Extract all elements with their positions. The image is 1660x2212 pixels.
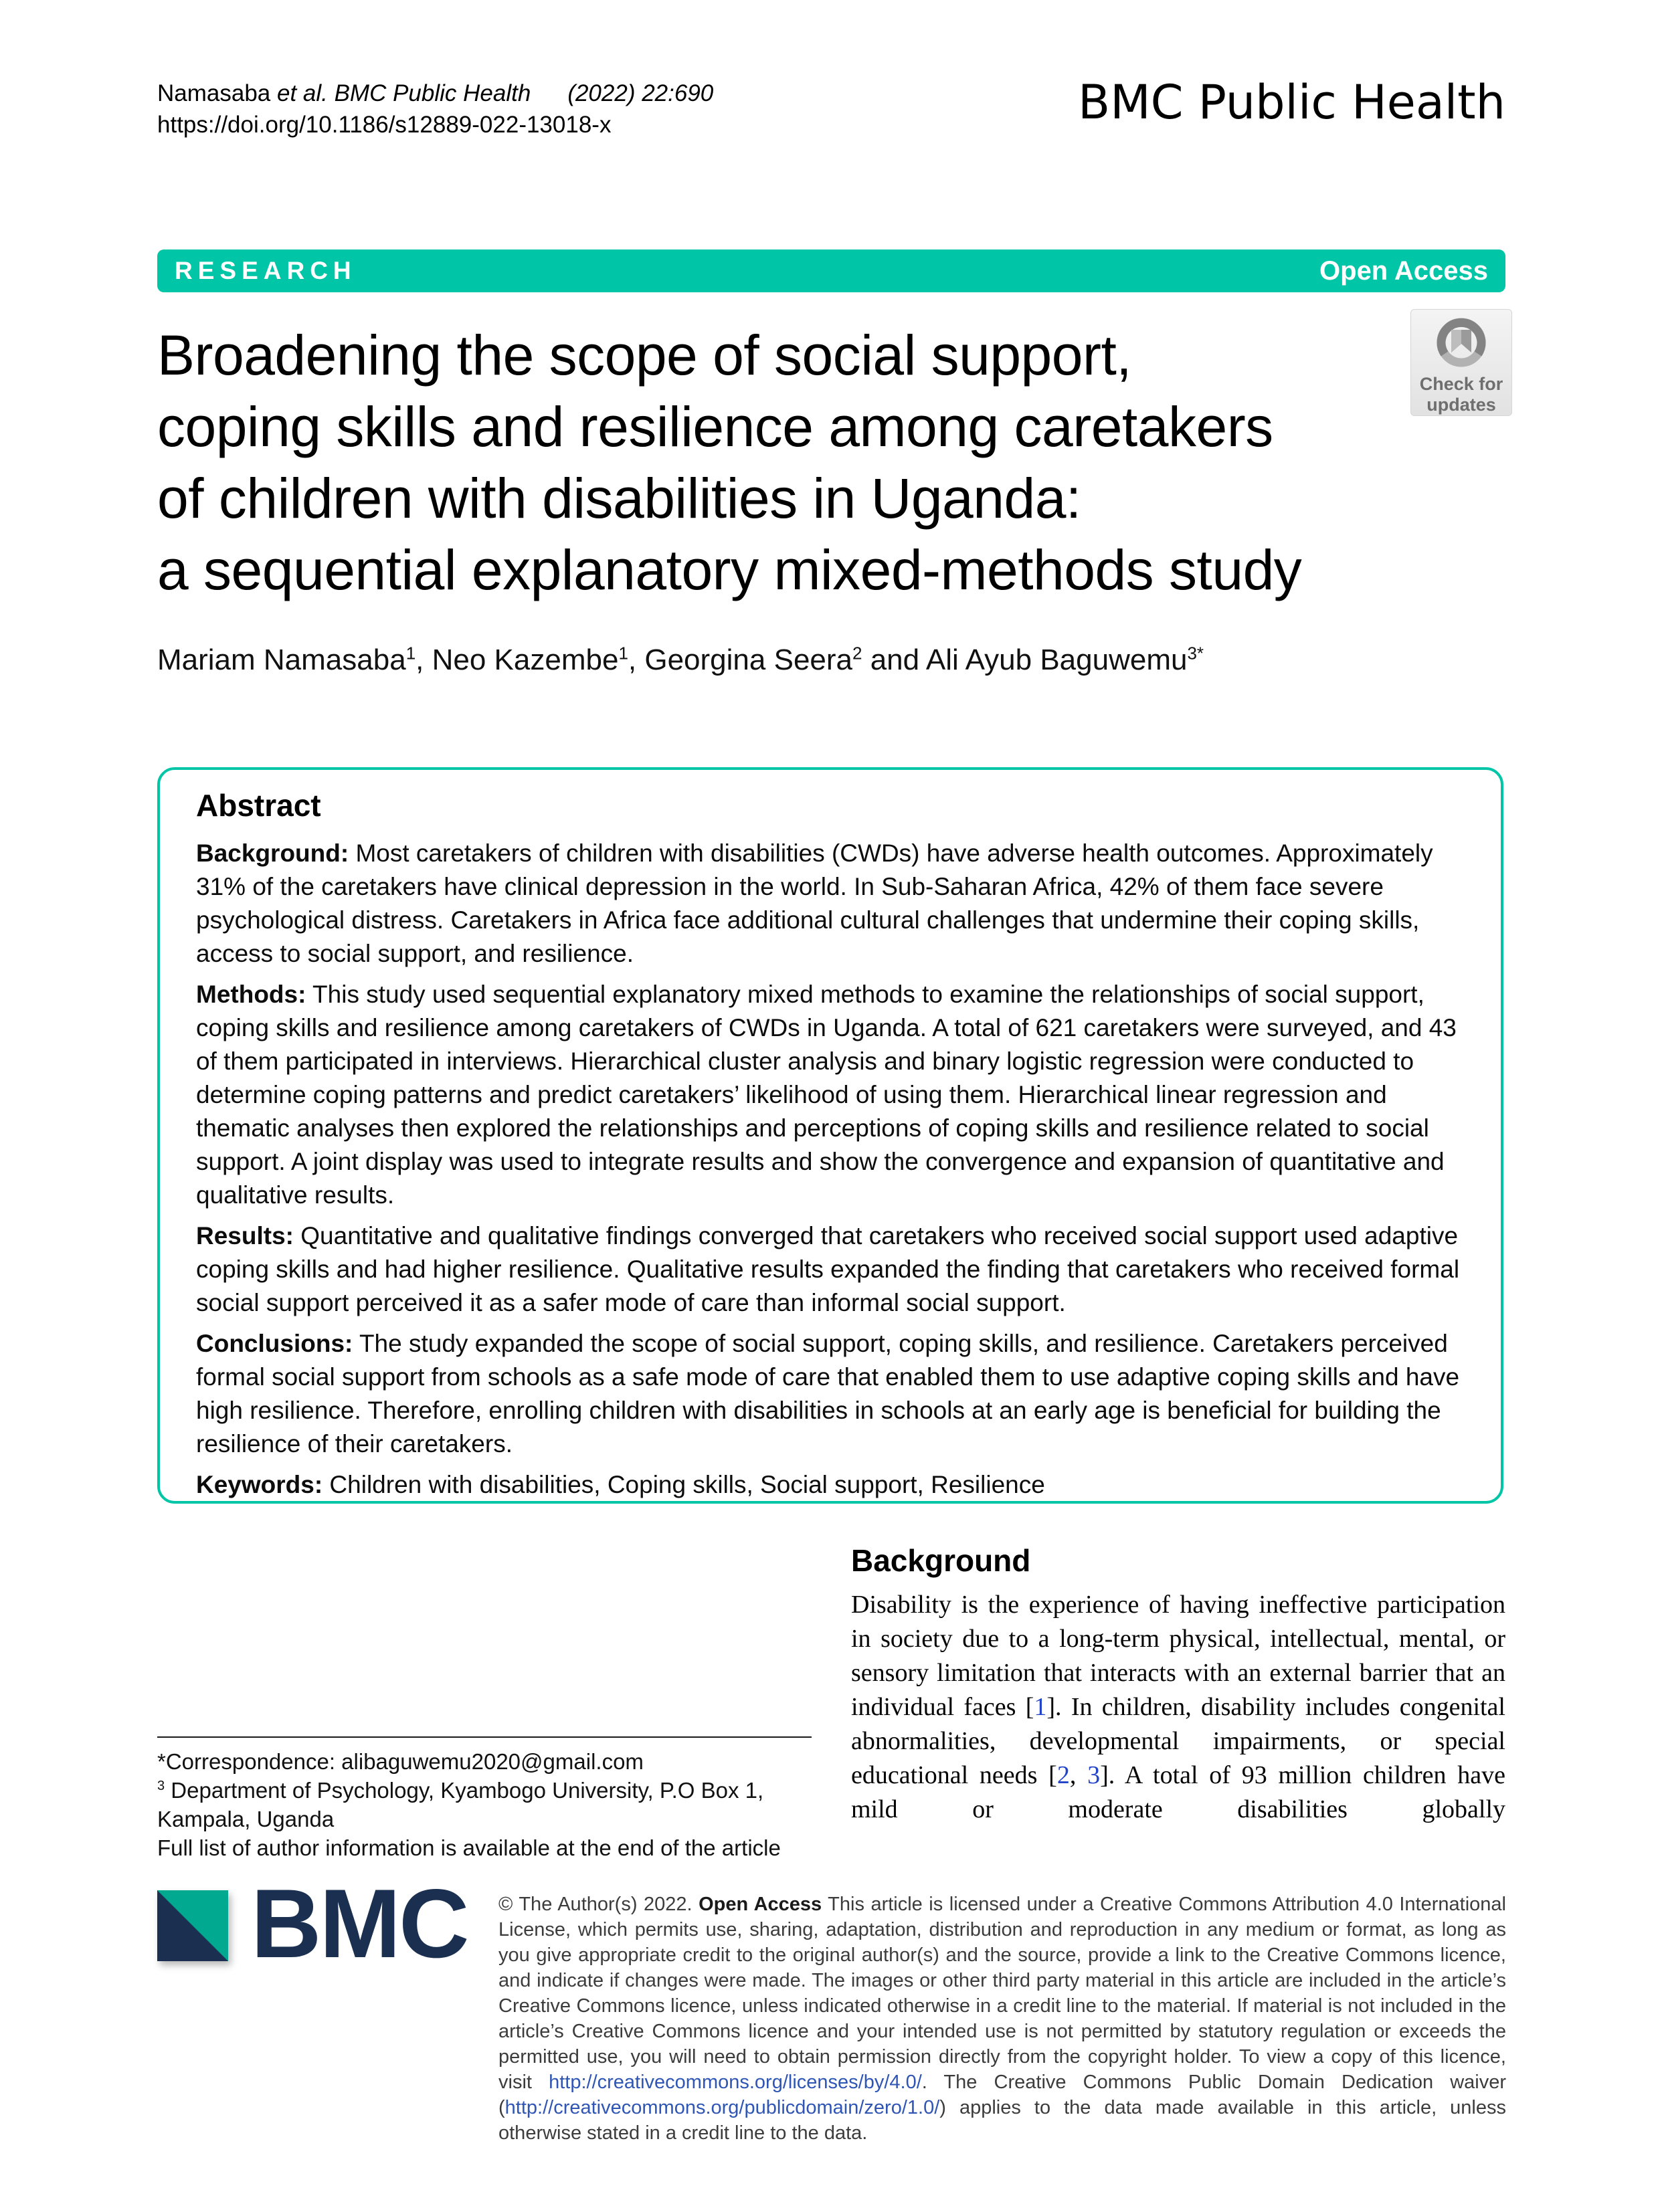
title-line: a sequential explanatory mixed-methods study <box>157 538 1302 601</box>
running-head <box>157 78 713 140</box>
affiliation-sup: 3* <box>1187 643 1204 664</box>
author: Georgina Seera$^2$ and <box>644 643 926 676</box>
article-type-label: RESEARCH <box>175 257 357 284</box>
open-access-label: Open Access <box>1319 256 1488 286</box>
check-for-updates-button[interactable] <box>1410 309 1512 416</box>
affiliation-sup: 3 <box>157 1779 165 1793</box>
correspondence-line: *Correspondence: alibaguwemu2020@gmail.com <box>157 1749 644 1774</box>
bmc-logo-text: BMC <box>251 1869 468 1978</box>
citation-authors: Namasaba <box>157 80 277 106</box>
citation-line <box>157 78 713 109</box>
citation-ref-3[interactable]: 3 <box>1087 1761 1101 1789</box>
affiliation-line: $^3$ Department of Psychology, Kyambogo University, P.O Box 1, Kampala, Uganda <box>157 1778 764 1831</box>
title-line: Broadening the scope of social support, <box>157 324 1132 387</box>
affiliation-sup: 1 <box>618 643 628 664</box>
section-label: Background: <box>196 839 349 867</box>
affiliation-sup: 1 <box>405 643 416 664</box>
cc-zero-waiver-link[interactable]: http://creativecommons.org/publicdomain/zero/1.0/ <box>504 2097 940 2118</box>
citation-issue: (2022) 22:690 <box>567 80 714 106</box>
section-label: Conclusions: <box>196 1330 353 1357</box>
bmc-logo-icon <box>157 1890 228 1961</box>
title-line: coping skills and resilience among caretakers <box>157 395 1273 458</box>
background-heading: Background <box>851 1543 1031 1578</box>
correspondence-email[interactable]: alibaguwemu2020@gmail.com <box>341 1749 644 1774</box>
license-statement: © The Author(s) 2022. Open Access This article is licensed under a Creative Commons Attribution 4.0 International License, which permits use, sharing, adaptation, distribution and reproduction in any medium or format, as long as you give appropriate credit to the original author(s) and the source, provide a link to the Creative Commons licence, and indicate if changes were made. The images or other third party material in this article are included in the article’s Creative Commons licence, unless indicated otherwise in a credit line to the material. If material is not included in the article’s Creative Commons licence and your intended use is not permitted by statutory regulation or exceeds the permitted use, you will need to obtain permission directly from the copyright holder. To view a copy of this licence, visit http://creativecommons.org/licenses/by/4.0/. The Creative Commons Public Domain Dedication waiver (http://creativecommons.org/publicdomain/zero/1.0/) applies to the data made available in this article, unless otherwise stated in a credit line to the data. <box>498 1894 1507 2144</box>
section-label: Methods: <box>196 981 306 1008</box>
affiliation-sup: 2 <box>852 643 862 664</box>
citation-ref-1[interactable]: 1 <box>1034 1693 1047 1721</box>
bmc-logo <box>157 1869 468 1978</box>
author-info-note: Full list of author information is available at the end of the article <box>157 1835 781 1860</box>
title-line: of children with disabilities in Uganda: <box>157 467 1081 530</box>
abstract-methods: Methods: This study used sequential explanatory mixed methods to examine the relationships of social support, coping skills and resilience among caretakers of CWDs in Uganda. A total of 621 caretakers were surveyed, and 43 of them participated in interviews. Hierarchical cluster analysis and binary logistic regression were conducted to determine coping patterns and predict caretakers’ likelihood of using them. Hierarchical linear regression and thematic analyses then explored the relationships and perceptions of coping skills and resilience related to social support. A joint display was used to integrate results and show the convergence and expansion of quantitative and qualitative results. <box>196 981 1457 1209</box>
open-access-bold: Open Access <box>699 1894 822 1915</box>
abstract-results: Results: Quantitative and qualitative findings converged that caretakers who received social support used adaptive coping skills and had higher resilience. Qualitative results expanded the finding that caretakers who received formal social support perceived it as a safer mode of care than informal social support. <box>196 1222 1460 1316</box>
background-section <box>851 1542 1505 1827</box>
abstract-background: Background: Most caretakers of children with disabilities (CWDs) have adverse health outcomes. Approximately 31% of the caretakers have clinical depression in the world. In Sub-Saharan Africa, 42% of them face severe psychological distress. Caretakers in Africa face additional cultural challenges that undermine their coping skills, access to social support, and resilience. <box>196 839 1433 967</box>
author: Mariam Namasaba$^1$, <box>157 643 432 676</box>
author: Neo Kazembe$^1$, <box>432 643 645 676</box>
correspondence-block <box>157 1736 812 1862</box>
abstract-heading: Abstract <box>196 788 321 823</box>
background-paragraph: Disability is the experience of having ineffective participation in society due to a long-term physical, intellectual, mental, or sensory limitation that interacts with an external barrier that an individual faces [1]. In children, disability includes congenital abnormalities, developmental impairments, or special educational needs [2, 3]. A total of 93 million children have mild or moderate disabilities globally <box>851 1591 1506 1823</box>
author-list <box>157 643 1204 677</box>
doi-link[interactable]: https://doi.org/10.1186/s12889-022-13018-x <box>157 112 612 138</box>
abstract-conclusions: Conclusions: The study expanded the scope of social support, coping skills, and resilience. Caretakers perceived formal social support from schools as a safe mode of care that enabled them to use adaptive coping skills and have high resilience. Therefore, enrolling children with disabilities in schools at an early age is beneficial for building the resilience of their caretakers. <box>196 1330 1460 1457</box>
citation-ref-2[interactable]: 2 <box>1056 1761 1070 1789</box>
crossmark-icon <box>1411 310 1511 374</box>
article-type-banner <box>157 249 1505 292</box>
abstract-box <box>157 767 1503 1504</box>
cc-by-license-link[interactable]: http://creativecommons.org/licenses/by/4.0/ <box>549 2072 922 2093</box>
journal-name: BMC Public Health <box>1078 75 1505 130</box>
section-label: Keywords: <box>196 1471 323 1498</box>
citation-journal: et al. BMC Public Health <box>276 80 531 106</box>
article-title <box>157 320 1402 606</box>
abstract-keywords: Keywords: Children with disabilities, Coping skills, Social support, Resilience <box>196 1471 1045 1498</box>
author: Ali Ayub Baguwemu$^{3*}$ <box>925 643 1204 676</box>
section-label: Results: <box>196 1222 294 1249</box>
check-for-updates-label: Check for updates <box>1419 374 1503 415</box>
